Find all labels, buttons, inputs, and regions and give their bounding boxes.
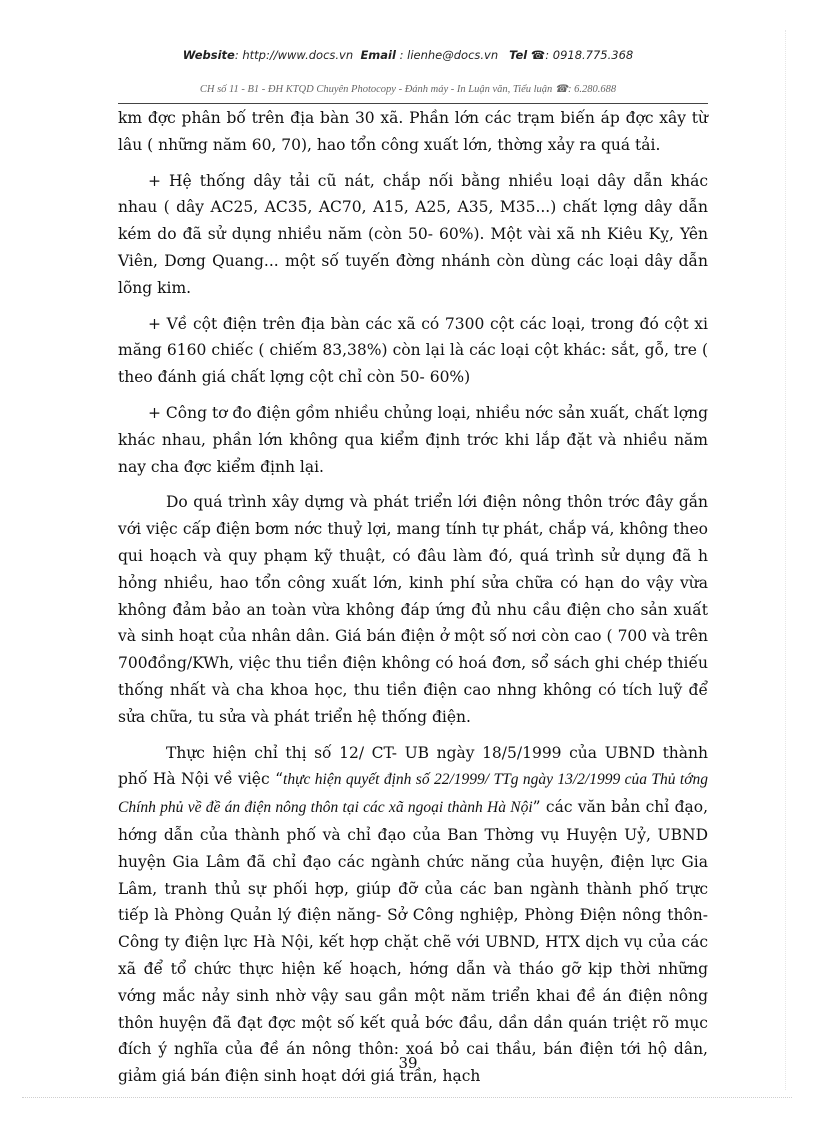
directive-text-start: Thực hiện chỉ thị số 12/ CT- UB ngày 18/5/1999 của UBND thành phố Hà Nội về việc “ xyxy=(118,743,708,789)
paragraph-history: Do quá trình xây dựng và phát triển lới điện nông thôn trớc đây gắn với việc cấp điện bơm nớc thuỷ lợi, mang tính tự phát, chắp vá, không theo qui hoạch và quy phạm kỹ thuật, có đâu làm đó, quá trình sử dụng đã h hỏng nhiều, hao tổn công xuất lớn, kinh phí sửa chữa có hạn do vậy vừa không đảm bảo an toàn vừa không đáp ứng đủ nhu cầu điện cho sản xuất và sinh hoạt của nhân dân. Giá bán điện ở một số nơi còn cao ( 700 và trên 700đồng/KWh, việc thu tiền điện không có hoá đơn, sổ sách ghi chép thiếu thống nhất và cha khoa học, thu tiền điện cao nhng không có tích luỹ để sửa chữa, tu sửa và phát triển hệ thống điện. xyxy=(118,493,708,726)
header-divider xyxy=(118,103,708,104)
directive-text-end: ” các văn bản chỉ đạo, hớng dẫn của thành phố và chỉ đạo của Ban Thờng vụ Huyện Uỷ, UBND huyện Gia Lâm đã chỉ đạo các ngành chức năng của huyện, điện lực Gia Lâm, tranh thủ sự phối hợp, giúp đỡ của các ban ngành thành phố trực tiếp là Phòng Quản lý điện năng- Sở Công nghiệp, Phòng Điện nông thôn- Công ty điện lực Hà Nội, kết hợp chặt chẽ với UBND, HTX dịch vụ của các xã để tổ chức thực hiện kế hoạch, hớng dẫn và tháo gỡ kịp thời những vớng mắc nảy sinh nhờ vậy sau gần một năm triển khai đề án điện nông thôn huyện đã đạt đợc một số kết quả bớc đầu, dần dần quán triệt rõ mục đích ý nghĩa của đề án nông thôn: xoá bỏ cai thầu, bán điện tới hộ dân, giảm giá bán điện sinh hoạt dới giá trần, hạch xyxy=(118,798,708,1086)
paragraph-poles: + Về cột điện trên địa bàn các xã có 7300 cột các loại, trong đó cột xi măng 6160 chiếc ( chiếm 83,38%) còn lại là các loại cột khác: sắt, gỗ, tre ( theo đánh giá chất lợng cột chỉ còn 50- 60%) xyxy=(118,314,708,387)
phone-icon: ☎ xyxy=(530,48,546,62)
paragraph-wires: + Hệ thống dây tải cũ nát, chắp nối bằng nhiều loại dây dẫn khác nhau ( dây AC25, AC35, AC70, A15, A25, A35, M35...) chất lợng dây dẫn kém do đã sử dụng nhiều năm (còn 50- 60%). Một vài xã nh Kiêu Kỵ, Yên Viên, Dơng Quang... một số tuyến đờng nhánh còn dùng các loại dây dẫn lõng kim. xyxy=(118,171,708,297)
document-body xyxy=(118,105,708,1099)
website-label: Website xyxy=(182,48,235,62)
tel-label: Tel xyxy=(509,48,528,62)
email-label: Email xyxy=(360,48,396,62)
website-url[interactable]: : http://www.docs.vn xyxy=(234,48,354,62)
margin-guide xyxy=(785,30,786,1090)
directive-quote: thực hiện quyết định số 22/1999/ TTg ngày 13/2/1999 của Thủ tớng Chính phủ về đề án điện nông thôn tại các xã ngoại thành Hà Nội xyxy=(118,771,708,817)
header-subline: CH số 11 - B1 - ĐH KTQD Chuyên Photocopy - Đánh máy - In Luận văn, Tiểu luận ☎: 6.280.688 xyxy=(199,84,617,95)
footer-divider xyxy=(22,1097,792,1098)
paragraph-directive xyxy=(118,740,708,1090)
paragraph-meters: + Công tơ đo điện gồm nhiều chủng loại, nhiều nớc sản xuất, chất lợng khác nhau, phần lớn không qua kiểm định trớc khi lắp đặt và nhiều năm nay cha đợc kiểm định lại. xyxy=(118,403,708,476)
paragraph-substations: km đợc phân bố trên địa bàn 30 xã. Phần lớn các trạm biến áp đợc xây từ lâu ( những năm 60, 70), hao tổn công xuất lớn, thờng xảy ra quá tải. xyxy=(118,109,708,154)
email-address[interactable]: : lienhe@docs.vn xyxy=(399,48,499,62)
page-number: 39 xyxy=(398,1054,418,1072)
site-header xyxy=(0,48,816,62)
tel-number: : 0918.775.368 xyxy=(545,48,634,62)
